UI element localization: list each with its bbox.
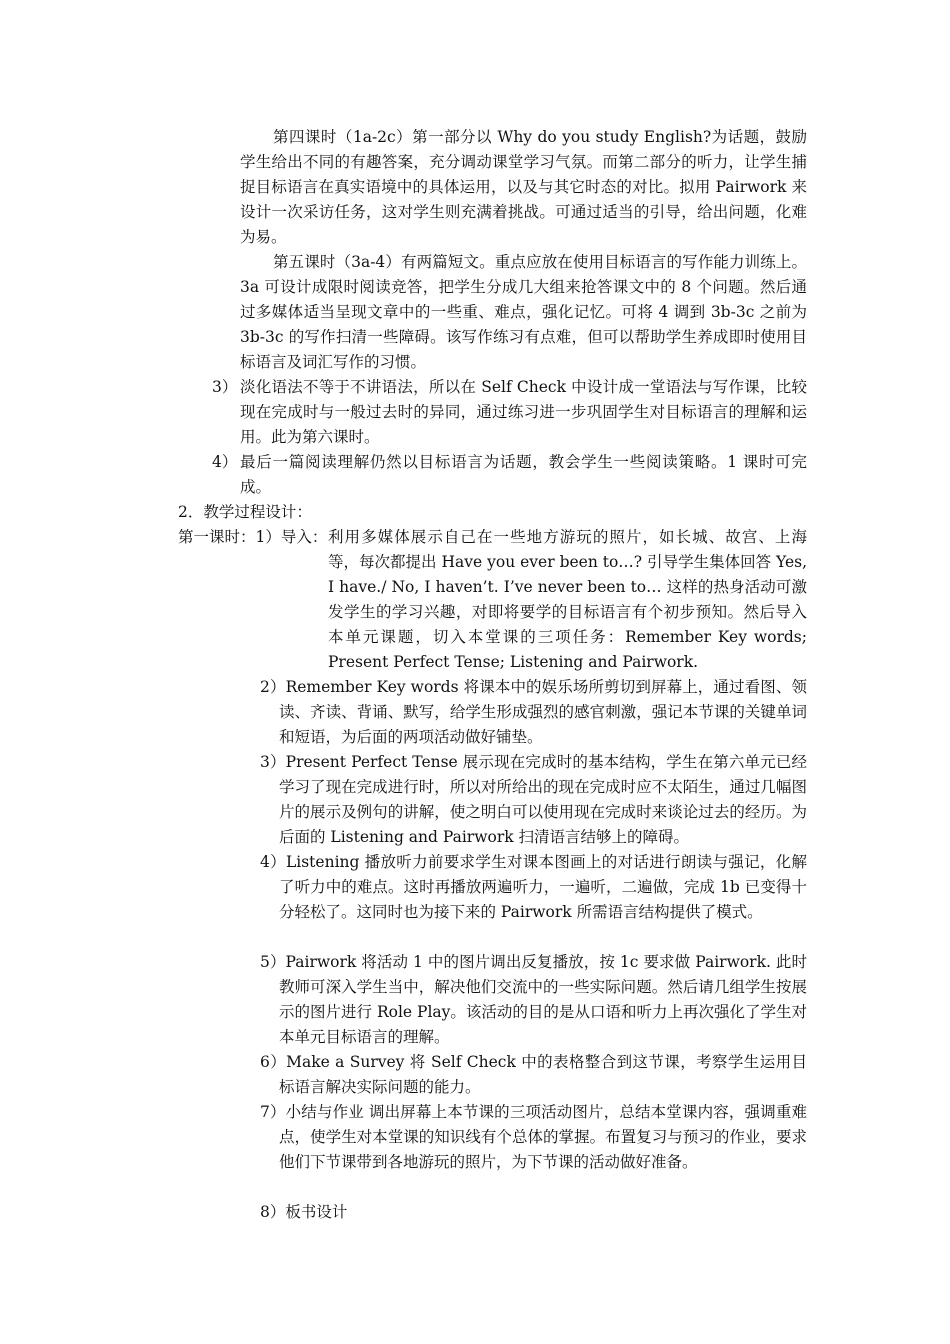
step-listening: 4）Listening 播放听力前要求学生对课本图画上的对话进行朗读与强记，化解了听力中的难点。这时再播放两遍听力，一遍听，二遍做，完成 1b 已变得十分轻松了。这同时也为接下来的 Pairwork 所需语言结构提供了模式。 xyxy=(260,853,807,921)
step-survey: 6）Make a Survey 将 Self Check 中的表格整合到这节课，考察学生运用目标语言解决实际问题的能力。 xyxy=(260,1053,807,1096)
lesson-one-label: 第一课时：1）导入： xyxy=(178,528,328,546)
paragraph-lesson-five: 第五课时（3a-4）有两篇短文。重点应放在使用目标语言的写作能力训练上。3a 可设计成限时阅读竞答，把学生分成几大组来抢答课文中的 8 个问题。然后通过多媒体适当呈现文章中的一些重、难点，强化记忆。可将 4 调到 3b-3c 之前为 3b-3c 的写作扫清一些障碍。该写作练习有点难，但可以帮助学生养成即时使用目标语言及词汇写作的习惯。 xyxy=(240,253,807,371)
list-number-4: 4） xyxy=(212,453,238,471)
list-item-reading: 最后一篇阅读理解仍然以目标语言为话题，教会学生一些阅读策略。1 课时可完成。 xyxy=(240,453,807,496)
paragraph-lesson-four: 第四课时（1a-2c）第一部分以 Why do you study English?为话题，鼓励学生给出不同的有趣答案，充分调动课堂学习气氛。而第二部分的听力，让学生捕捉目标语言在真实语境中的具体运用，以及与其它时态的对比。拟用 Pairwork 来设计一次采访任务，这对学生则充满着挑战。可通过适当的引导，给出问题，化难为易。 xyxy=(240,128,807,246)
step-summary-homework: 7）小结与作业 调出屏幕上本节课的三项活动图片，总结本堂课内容，强调重难点，使学生对本堂课的知识线有个总体的掌握。布置复习与预习的作业，要求他们下节课带到各地游玩的照片，为下节课的活动做好准备。 xyxy=(260,1103,807,1171)
step-pairwork: 5）Pairwork 将活动 1 中的图片调出反复播放，按 1c 要求做 Pairwork. 此时教师可深入学生当中，解决他们交流中的一些实际问题。然后请几组学生按展示的图片进行 Role Play。该活动的目的是从口语和听力上再次强化了学生对本单元目标语言的理解。 xyxy=(260,953,807,1046)
section-heading: 2．教学过程设计： xyxy=(178,503,312,521)
list-item-grammar: 淡化语法不等于不讲语法，所以在 Self Check 中设计成一堂语法与写作课，比较现在完成时与一般过去时的异同，通过练习进一步巩固学生对目标语言的理解和运用。此为第六课时。 xyxy=(240,378,807,446)
step-blackboard-design: 8）板书设计 xyxy=(260,1203,348,1221)
step-key-words: 2）Remember Key words 将课本中的娱乐场所剪切到屏幕上，通过看图、领读、齐读、背诵、默写，给学生形成强烈的感官刺激，强记本节课的关键单词和短语，为后面的两项活动做好铺垫。 xyxy=(260,678,807,746)
step-present-perfect: 3）Present Perfect Tense 展示现在完成时的基本结构，学生在第六单元已经学习了现在完成进行时，所以对所给出的现在完成时应不太陌生，通过几幅图片的展示及例句的讲解，使之明白可以使用现在完成时来谈论过去的经历。为后面的 Listening and Pairwork 扫清语言结够上的障碍。 xyxy=(260,753,807,846)
lesson-one-intro: 利用多媒体展示自己在一些地方游玩的照片，如长城、故宫、上海等，每次都提出 Have you ever been to…? 引导学生集体回答 Yes, I have./ No, I haven’t. I’ve never been to… 这样的热身活动可激发学生的学习兴趣，对即将要学的目标语言有个初步预知。然后导入本单元课题，切入本堂课的三项任务：Remember Key words; Present Perfect Tense; Listening and Pairwork. xyxy=(328,528,807,671)
list-number-3: 3） xyxy=(212,378,238,396)
